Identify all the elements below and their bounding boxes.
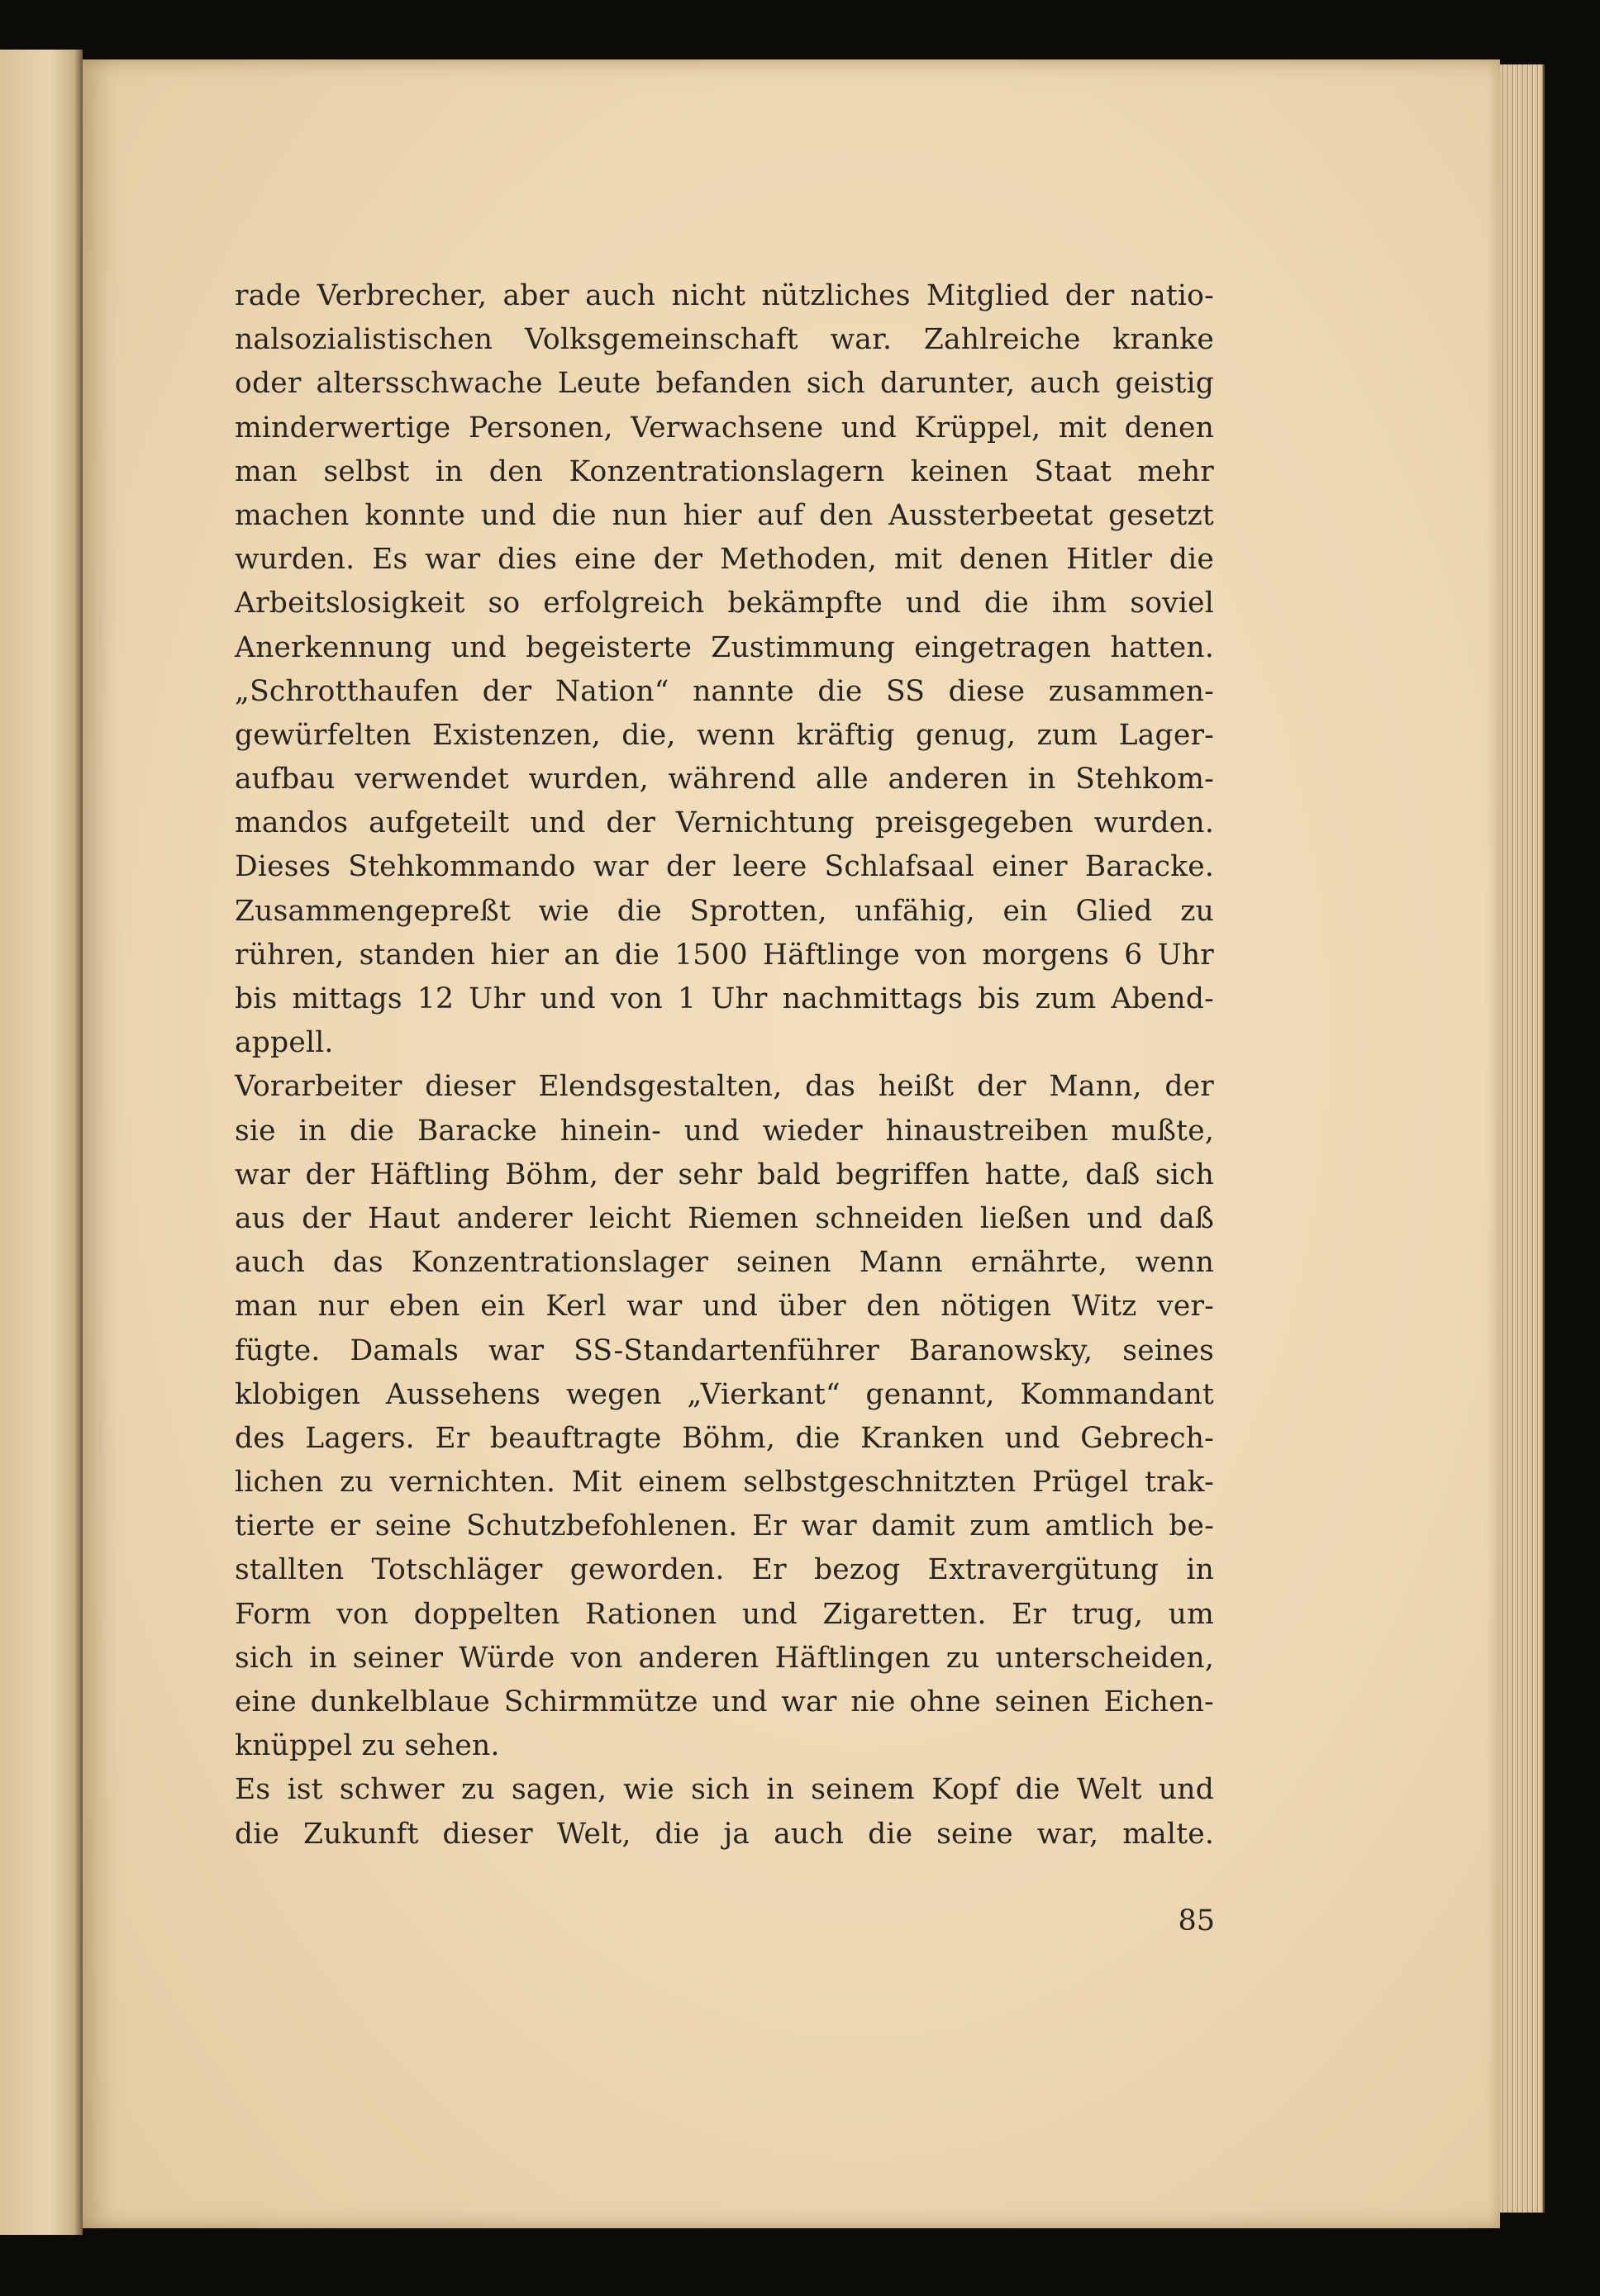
text-line: bis mittags 12 Uhr und von 1 Uhr nachmittags bis zum Abend- [235, 982, 1214, 1015]
text-line: eine dunkelblaue Schirmmütze und war nie ohne seinen Eichen- [235, 1685, 1214, 1718]
text-line: appell. [235, 1026, 334, 1060]
text-line: machen konnte und die nun hier auf den Aussterbeetat gesetzt [235, 498, 1214, 532]
text-line: wurden. Es war dies eine der Methoden, mit denen Hitler die [235, 543, 1214, 577]
text-line: oder altersschwache Leute befanden sich darunter, auch geistig [235, 367, 1214, 401]
text-line: fügte. Damals war SS-Standartenführer Baranowsky, seines [235, 1333, 1214, 1367]
text-line: rühren, standen hier an die 1500 Häftlinge von morgens 6 Uhr [235, 938, 1214, 972]
text-line: lichen zu vernichten. Mit einem selbstgeschnitzten Prügel trak- [235, 1466, 1214, 1500]
body-text [235, 274, 1214, 1856]
text-line: Arbeitslosigkeit so erfolgreich bekämpfte und die ihm soviel [235, 587, 1214, 620]
text-line: Es ist schwer zu sagen, wie sich in seinem Kopf die Welt und [235, 1773, 1214, 1807]
text-line: auch das Konzentrationslager seinen Mann ernährte, wenn [235, 1246, 1214, 1280]
left-page-edge [0, 50, 83, 2235]
text-line: Dieses Stehkommando war der leere Schlafsaal einer Baracke. [235, 850, 1214, 884]
text-line: „Schrotthaufen der Nation“ nannte die SS diese zusammen- [235, 674, 1214, 708]
text-line: die Zukunft dieser Welt, die ja auch die seine war, malte. [235, 1817, 1214, 1851]
text-line: Anerkennung und begeisterte Zustimmung eingetragen hatten. [235, 630, 1214, 664]
page-number: 85 [1178, 1904, 1215, 1937]
text-line: stallten Totschläger geworden. Er bezog Extravergütung in [235, 1553, 1214, 1587]
text-line: man selbst in den Konzentrationslagern keinen Staat mehr [235, 454, 1214, 488]
text-line: Form von doppelten Rationen und Zigaretten. Er trug, um [235, 1597, 1214, 1631]
text-line: gewürfelten Existenzen, die, wenn kräftig genug, zum Lager- [235, 718, 1214, 752]
page-stack-edges [1500, 64, 1545, 2213]
text-line: rade Verbrecher, aber auch nicht nützliches Mitglied der natio- [235, 279, 1214, 312]
text-line: mandos aufgeteilt und der Vernichtung preisgegeben wurden. [235, 806, 1214, 840]
text-line: knüppel zu sehen. [235, 1729, 500, 1763]
text-line: sich in seiner Würde von anderen Häftlingen zu unterscheiden, [235, 1641, 1214, 1675]
text-line: minderwertige Personen, Verwachsene und Krüppel, mit denen [235, 411, 1214, 444]
text-line: tierte er seine Schutzbefohlenen. Er war damit zum amtlich be- [235, 1509, 1214, 1543]
text-line: Vorarbeiter dieser Elendsgestalten, das heißt der Mann, der [235, 1070, 1214, 1104]
text-line: nalsozialistischen Volksgemeinschaft war. Zahlreiche kranke [235, 323, 1214, 357]
text-line: des Lagers. Er beauftragte Böhm, die Kranken und Gebrech- [235, 1421, 1214, 1455]
text-line: man nur eben ein Kerl war und über den nötigen Witz ver- [235, 1290, 1214, 1324]
text-line: Zusammengepreßt wie die Sprotten, unfähig, ein Glied zu [235, 894, 1214, 928]
text-line: klobigen Aussehens wegen „Vierkant“ genannt, Kommandant [235, 1377, 1214, 1411]
text-line: aus der Haut anderer leicht Riemen schneiden ließen und daß [235, 1201, 1214, 1235]
text-line: sie in die Baracke hinein- und wieder hinaustreiben mußte, [235, 1114, 1214, 1148]
text-line: aufbau verwendet wurden, während alle anderen in Stehkom- [235, 763, 1214, 796]
text-line: war der Häftling Böhm, der sehr bald begriffen hatte, daß sich [235, 1158, 1214, 1191]
